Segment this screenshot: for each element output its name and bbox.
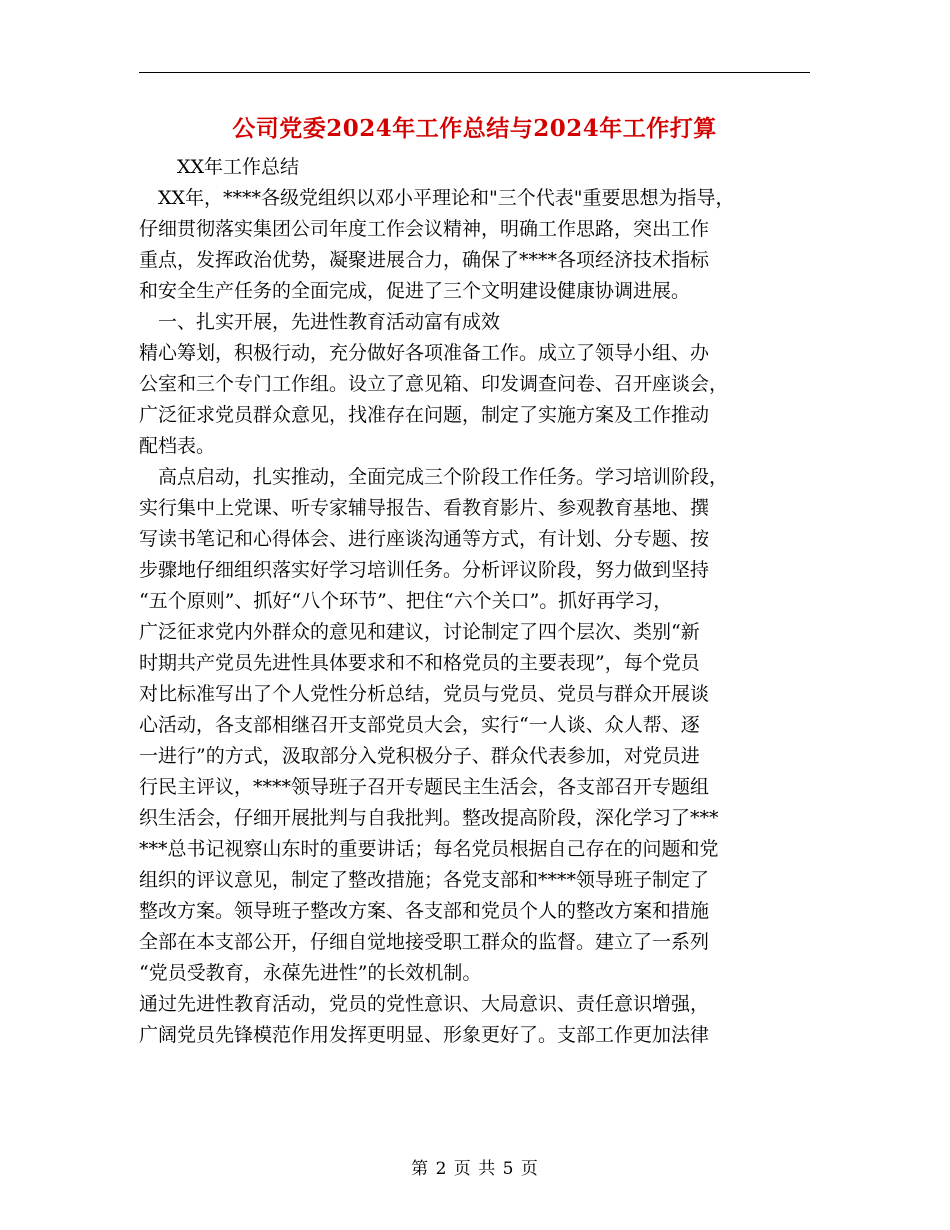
paragraph-line: 组织的评议意见，制定了整改措施；各党支部和****领导班子制定了 — [139, 869, 710, 891]
header-rule — [139, 72, 810, 73]
paragraph-line: 广泛征求党员群众意见，找准存在问题，制定了实施方案及工作推动 — [139, 404, 710, 426]
section-heading: XX年工作总结 — [177, 156, 300, 178]
paragraph-line: 行民主评议，****领导班子召开专题民主生活会，各支部召开专题组 — [139, 776, 710, 798]
document-body — [139, 152, 810, 1051]
page-number: 第 2 页 共 5 页 — [411, 1159, 539, 1179]
section-heading: 一、扎实开展，先进性教育活动富有成效 — [158, 311, 501, 333]
paragraph-line: “党员受教育，永葆先进性”的长效机制。 — [139, 962, 482, 984]
paragraph-line: 公室和三个专门工作组。设立了意见箱、印发调查问卷、召开座谈会， — [139, 373, 729, 395]
paragraph-line: 重点，发挥政治优势，凝聚进展合力，确保了****各项经济技术指标 — [139, 249, 710, 271]
paragraph-line: XX年，****各级党组织以邓小平理论和"三个代表"重要思想为指导， — [158, 187, 735, 209]
paragraph-line: 时期共产党员先进性具体要求和不和格党员的主要表现”，每个党员 — [139, 652, 700, 674]
paragraph-line: 通过先进性教育活动，党员的党性意识、大局意识、责任意识增强， — [139, 993, 710, 1015]
paragraph-line: 和安全生产任务的全面完成，促进了三个文明建设健康协调进展。 — [139, 280, 691, 302]
paragraph-line: 精心筹划，积极行动，充分做好各项准备工作。成立了领导小组、办 — [139, 342, 710, 364]
paragraph-line: 实行集中上党课、听专家辅导报告、看教育影片、参观教育基地、撰 — [139, 497, 710, 519]
paragraph-line: 对比标准写出了个人党性分析总结，党员与党员、党员与群众开展谈 — [139, 683, 710, 705]
paragraph-line: 广阔党员先锋模范作用发挥更明显、形象更好了。支部工作更加法律 — [139, 1024, 710, 1046]
paragraph-line: 心活动，各支部相继召开支部党员大会，实行“一人谈、众人帮、逐 — [139, 714, 700, 736]
paragraph-line: 全部在本支部公开，仔细自觉地接受职工群众的监督。建立了一系列 — [139, 931, 710, 953]
paragraph-line: 步骤地仔细组织落实好学习培训任务。分析评议阶段，努力做到坚持 — [139, 559, 710, 581]
document-title: 公司党委2024年工作总结与2024年工作打算 — [232, 115, 717, 142]
paragraph-line: ***总书记视察山东时的重要讲话；每名党员根据自己存在的问题和党 — [139, 838, 719, 860]
paragraph-line: 织生活会，仔细开展批判与自我批判。整改提高阶段，深化学习了*** — [139, 807, 719, 829]
paragraph-line: 一进行”的方式，汲取部分入党积极分子、群众代表参加，对党员进 — [139, 745, 700, 767]
paragraph-line: “五个原则”、抓好“八个环节”、把住“六个关口”。抓好再学习， — [139, 590, 673, 612]
paragraph-line: 高点启动，扎实推动，全面完成三个阶段工作任务。学习培训阶段， — [158, 466, 729, 488]
paragraph-line: 广泛征求党内外群众的意见和建议，讨论制定了四个层次、类别“新 — [139, 621, 700, 643]
paragraph-line: 仔细贯彻落实集团公司年度工作会议精神，明确工作思路，突出工作 — [139, 218, 710, 240]
paragraph-line: 整改方案。领导班子整改方案、各支部和党员个人的整改方案和措施 — [139, 900, 710, 922]
paragraph-line: 配档表。 — [139, 435, 216, 457]
paragraph-line: 写读书笔记和心得体会、进行座谈沟通等方式，有计划、分专题、按 — [139, 528, 710, 550]
